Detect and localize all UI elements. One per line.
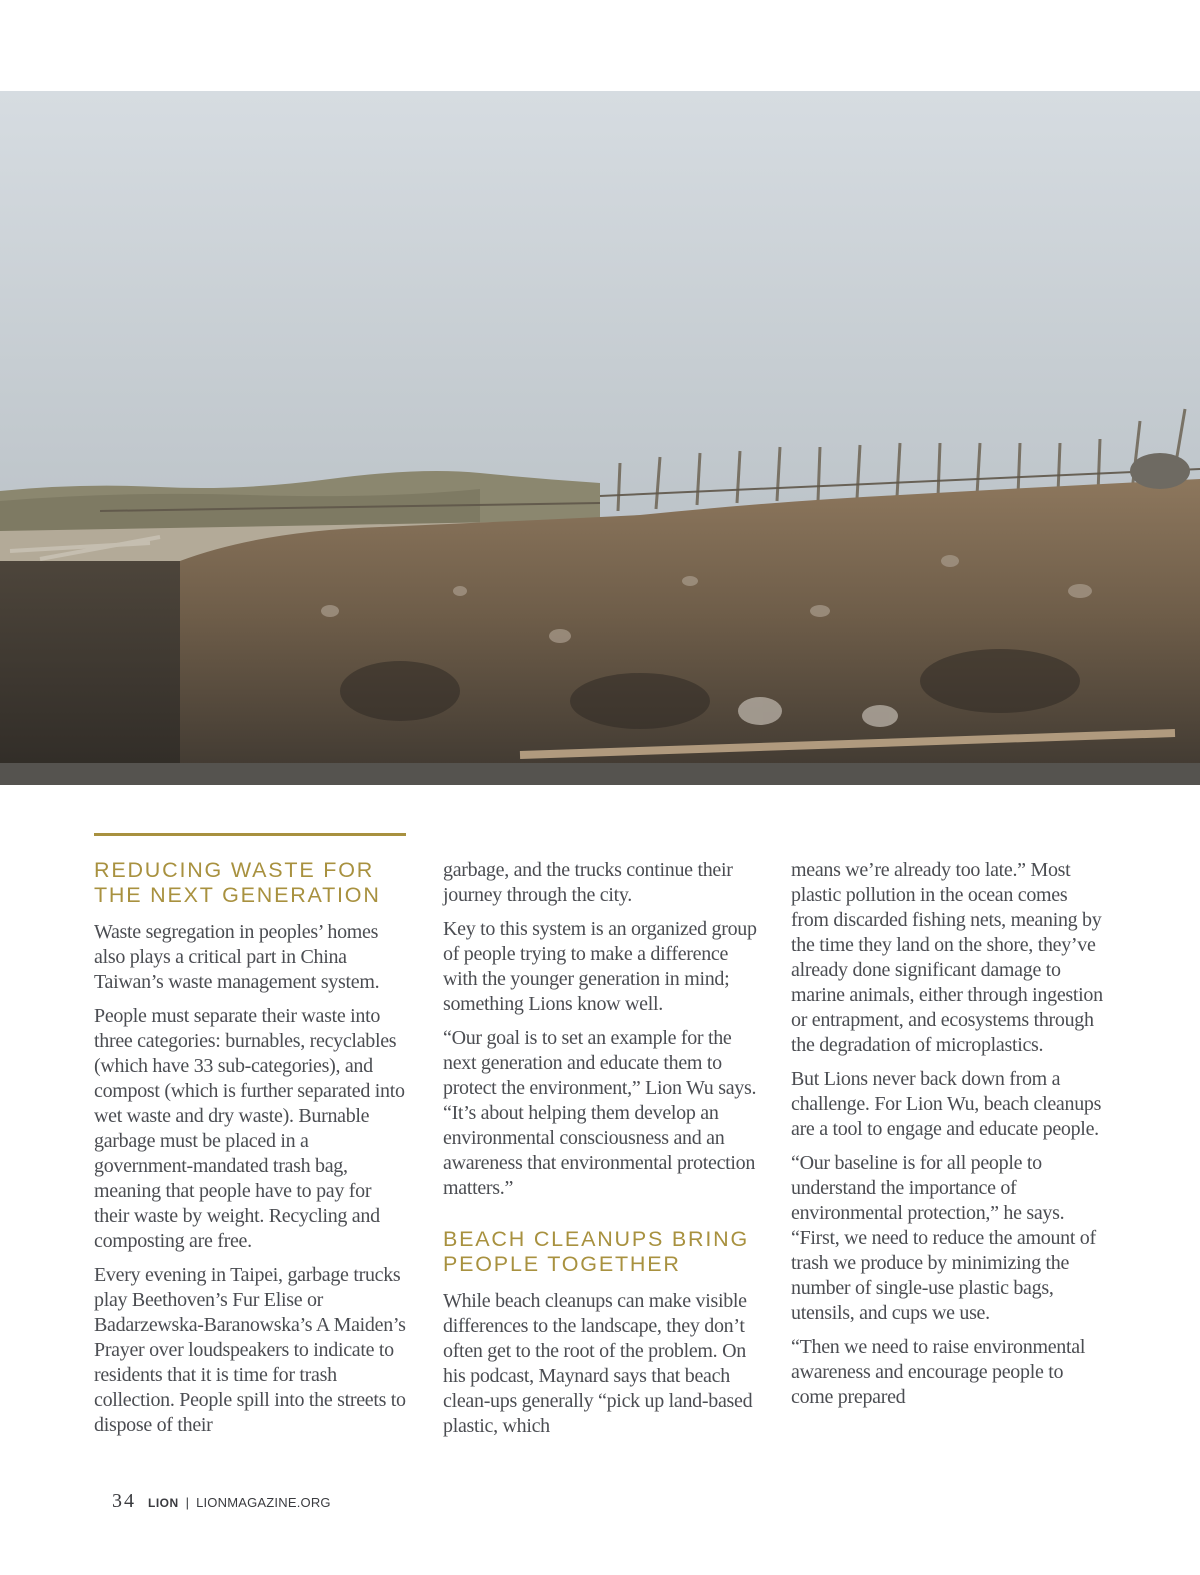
body-paragraph: Key to this system is an organized group of people trying to make a difference with the younger generation in mind; something Lions know well.: [443, 918, 757, 1015]
body-paragraph: garbage, and the trucks continue their journey through the city.: [443, 859, 733, 906]
section-rule: [94, 833, 406, 836]
body-paragraph: “Then we need to raise environmental awareness and encourage people to come prepared: [791, 1336, 1086, 1408]
body-paragraph: Every evening in Taipei, garbage trucks play Beethoven’s Fur Elise or Badarzewska-Baranowska’s A Maiden’s Prayer over loudspeakers to indicate to residents that it is time for trash collection. People spill into the streets to dispose of their: [94, 1264, 406, 1436]
body-paragraph: Waste segregation in peoples’ homes also plays a critical part in China Taiwan’s waste management system.: [94, 921, 380, 993]
section-heading: REDUCING WASTE FOR THE NEXT GENERATION: [94, 858, 381, 907]
body-paragraph: People must separate their waste into three categories: burnables, recyclables (which have 33 sub-categories), and compost (which is further separated into wet waste and dry waste). Burnable garbage must be placed in a government-mandated trash bag, meaning that people have to pay for their waste by weight. Recycling and composting are free.: [94, 1005, 405, 1252]
body-paragraph: While beach cleanups can make visible differences to the landscape, they don’t often get to the root of the problem. On his podcast, Maynard says that beach clean-ups generally “pick up land-based plastic, which: [443, 1290, 753, 1437]
article-column-3: [791, 858, 1109, 1419]
page-footer: [112, 1490, 331, 1516]
magazine-name: LION: [148, 1496, 179, 1510]
page-number: 34: [112, 1490, 136, 1512]
body-paragraph: But Lions never back down from a challenge. For Lion Wu, beach cleanups are a tool to engage and educate people.: [791, 1068, 1102, 1140]
body-paragraph: means we’re already too late.” Most plastic pollution in the ocean comes from discarded fishing nets, meaning by the time they land on the shore, they’ve already done significant damage to marine animals, either through ingestion or entrapment, and ecosystems through the degradation of microplastics.: [791, 859, 1103, 1056]
beach-dunes-photo-icon: [0, 91, 1200, 785]
article-column-2: [443, 858, 759, 1448]
hero-photo: [0, 91, 1200, 785]
article-column-1: [94, 858, 410, 1447]
website-link[interactable]: LIONMAGAZINE.ORG: [196, 1495, 331, 1510]
footer-separator: |: [185, 1495, 190, 1510]
body-paragraph: “Our goal is to set an example for the next generation and educate them to protect the environment,” Lion Wu says. “It’s about helping them develop an environmental consciousness and an awareness that environmental protection matters.”: [443, 1027, 757, 1199]
body-paragraph: “Our baseline is for all people to understand the importance of environmental protection,” he says. “First, we need to reduce the amount of trash we produce by minimizing the number of single-use plastic bags, utensils, and cups we use.: [791, 1152, 1096, 1324]
section-heading: BEACH CLEANUPS BRING PEOPLE TOGETHER: [443, 1227, 750, 1276]
